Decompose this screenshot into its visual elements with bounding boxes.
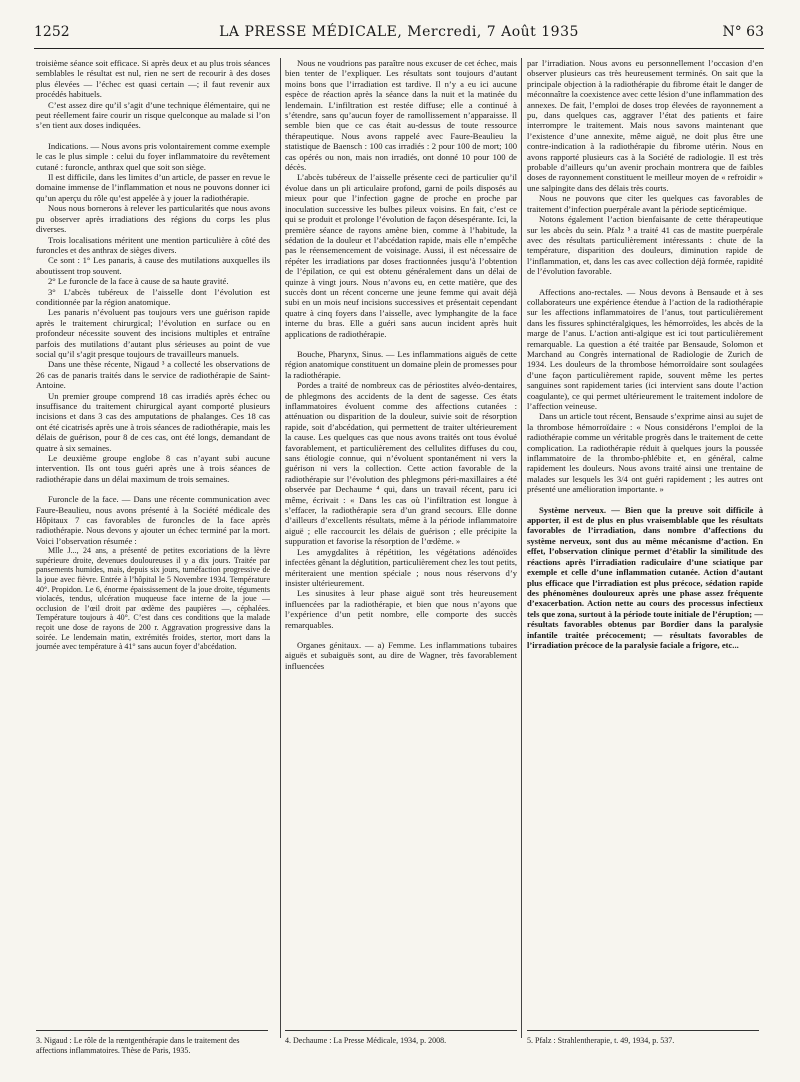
paragraph: L’abcès tubéreux de l’aisselle présente ceci de particulier qu’il évolue dans un pli articulaire profond, garni de poils disposés au mieux pour que l’infection gagne de proche en proche par inoculation successive les bulbes pileux voisins. En fait, c’est ce qui se produit et prolonge l’évolution de façon désespérante. Ici, la première séance de rayons amène bien, comme à l’habitude, la sédation de la douleur et l’abcédation rapide, mais elle n’empêche pas le réensemencement de voisinage. Aussi, il est nécessaire de répéter les irradiations par doses fractionnées jusqu’à l’obtention de l’épilation, ce qui est obtenu généralement dans un délai de quinze à vingt jours. Nous n’avons eu, en cette matière, que des succès dont un récent concerne une jeune femme qui avait déjà subi en un mois neuf incisions successives et présentait cependant quatre à cinq foyers dans l’aisselle, avec lymphangite de la face interne du bras. Elle a guéri sans aucun incident après huit applications de radiothérapie. bbox=[285, 172, 517, 339]
paragraph: C’est assez dire qu’il s’agit d’une technique élémentaire, qui ne peut réellement faire courir un risque quelconque au malade si l’on s’en tient aux doses indiquées. bbox=[36, 99, 270, 131]
case-observation: Mlle J..., 24 ans, a présenté de petites excoriations de la lèvre supérieure droite, devenues douloureuses il y a dix jours. Traitée par pansements humides, mais, depuis six jours, tuméfaction progressive de la joue avec fièvre. Entrée à l’hôpital le 5 Novembre 1934. Température 40°. Propidon. Le 6, énorme épaississement de la joue droite, téguments violacés, tendus, ulcération muqueuse face interne de la joue — occlusion de l’œil droit par œdème des paupières —, céphalées. Température toujours à 40°. C’est dans ces conditions que la malade reçoit une dose de rayons de 200 r. Aggravation progressive dans la soirée. Le lendemain matin, extrémités froides, stertor, mort dans la journée avec température à 41° sans aucun foyer d’abcédation. bbox=[36, 546, 270, 652]
paragraph: par l’irradiation. Nous avons eu personnellement l’occasion d’en observer plusieurs cas très heureusement terminés. On sait que la principale objection à la radiothérapie du fibrome était le danger de méconnaître la coexistence avec cette lésion d’une inflammation des annexes. De fait, l’emploi de doses trop élevées de rayonnement a pu, dans quelques cas, aggraver l’état des patients et faire interrompre le traitement. Mais nous savons maintenant que l’existence d’une annexite, même aiguë, ne doit plus être une contre-indication à la radiothérapie du fibrome utérin. Nous en avons rapporté plusieurs cas à la Société de radiologie. Il est très probable d’ailleurs qu’un avenir prochain montrera que de faibles doses de rayonnement constituent le meilleur moyen de « refroidir » une salpingite dans des délais très courts. bbox=[527, 58, 763, 193]
paragraph: Nous ne pouvons que citer les quelques cas favorables de traitement d’infection puerpérale avant la période septicémique. bbox=[527, 193, 763, 214]
footnote-rule bbox=[36, 1030, 268, 1031]
paragraph: Dans une thèse récente, Nigaud ³ a collecté les observations de 26 cas de panaris traités dans le service de radiothérapie de Saint-Antoine. bbox=[36, 359, 270, 391]
paragraph: Pordes a traité de nombreux cas de périostites alvéo-dentaires, de phlegmons des accidents de la dent de sagesse. Ces états inflammatoires évoluent comme des affections cutanées : atténuation ou disparition de la douleur, suivie soit de résorption rapide, soit d’abcédation, qui permettent de traiter ultérieurement la cause. Les quelques cas que nous avons traités ont tous évolué favorablement, et particulièrement des cellulites diffuses du cou, sans étiologie connue, qui n’évoluent spontanément ni vers la guérison ni vers la collection. Cette action favorable de la radiothérapie sur l’évolution des phlegmons péri-maxillaires a été observée par Dechaume ⁴ qui, dans un travail récent, paru ici même, écrivait : « Dans les cas où l’infiltration est longue à s’effacer, la radiothérapie sera d’un grand secours. Elle donne d’ailleurs d’excellents résultats, même à la période inflammatoire aiguë ; elle raccourcit les délais de guérison ; elle précipite la suppuration et favorise la résorption de l’œdème. » bbox=[285, 380, 517, 547]
running-header bbox=[34, 24, 764, 48]
paragraph: Nous ne voudrions pas paraître nous excuser de cet échec, mais bien tenter de l’expliquer. Les résultats sont toujours d’autant moins bons que l’irradiation est tardive. Il n’y a eu ici aucune espèce de réaction après la séance dans la nuit et la matinée du lendemain. L’infiltration est restée diffuse; elle a continué à s’étendre, sans qu’aucun foyer de ramollissement n’apparaisse. Il semble bien que ce cas était au-dessus de toute ressource thérapeutique. Nous avons rappelé avec Faure-Beaulieu la statistique de Baensch : 100 cas irradiés : 2 pour 100 de mort; 100 cas opérés ou non, mais non irradiés, ont donné 10 pour 100 de décès. bbox=[285, 58, 517, 173]
issue-number: N° 63 bbox=[722, 24, 764, 40]
paragraph: Les amygdalites à répétition, les végétations adénoïdes infectées gênant la déglutition, particulièrement chez les tout petits, mériteraient une mention spéciale ; nous nous réservons d’y insister ultérieurement. bbox=[285, 546, 517, 588]
paragraph: Les panaris n’évoluent pas toujours vers une guérison rapide après le traitement chirurgical; l’évolution en surface ou en profondeur nécessite souvent des incisions multiples et entraîne parfois des mutilations d’autant plus sérieuses au point de vue social qu’il s’agit presque toujours de travailleurs manuels. bbox=[36, 307, 270, 359]
footnote-rule bbox=[527, 1030, 759, 1031]
paragraph: Nous nous bornerons à relever les particularités que nous avons pu observer après irradiations des régions du corps les plus diverses. bbox=[36, 203, 270, 235]
footnote-rule bbox=[285, 1030, 517, 1031]
footnote-4: 4. Dechaume : La Presse Médicale, 1934, p. 2008. bbox=[285, 1036, 447, 1045]
paragraph: Dans un article tout récent, Bensaude s’exprime ainsi au sujet de la thrombose hémorroïdaire : « Nous considérons l’emploi de la radiothérapie comme un véritable progrès dans le traitement de cette complication. La radiothérapie réduit à quelques jours la poussée inflammatoire de la thrombo-phlébite et, en général, calme rapidement les douleurs. Nous avons traité ainsi une trentaine de malades sur lesquels les 3/4 ont guéri rapidement ; les autres ont présenté une amélioration importante. » bbox=[527, 411, 763, 495]
column-divider bbox=[280, 58, 281, 1038]
section-systeme-nerveux: Système nerveux. — Bien que la preuve soit difficile à apporter, il est de plus en plus vraisemblable que les résultats favorables de l’irradiation, dans nombre d’affections du système nerveux, sont dus au même mécanisme d’action. En effet, l’observation clinique permet d’établir la similitude des réactions après l’irradiation radiculaire d’une sciatique par exemple et celle d’une inflammation cutanée. Action d’autant plus efficace que l’irradiation est plus précoce, sédation rapide des phénomènes douloureux après une phase assez fréquente d’exacerbation. Action nette au cours des processus infectieux tels que zona, surtout à la période toute initiale de l’éruption; — résultats favorables obtenus par Bordier dans la paralysie infantile traitée précocement; — résultats favorables de l’irradiation précoce de la paralysie faciale a frigore, etc... bbox=[527, 504, 763, 650]
column-divider bbox=[521, 58, 522, 1038]
paragraph: Trois localisations méritent une mention particulière à côté des furoncles et des anthrax de sièges divers. bbox=[36, 234, 270, 255]
journal-title: LA PRESSE MÉDICALE, Mercredi, 7 Août 1935 bbox=[219, 24, 579, 40]
footnote-3: 3. Nigaud : Le rôle de la rœntgenthérapie dans le traitement des affections inflammatoires. Thèse de Paris, 1935. bbox=[36, 1036, 240, 1055]
footnote-5: 5. Pfalz : Strahlentherapie, t. 49, 1934, p. 537. bbox=[527, 1036, 675, 1045]
list-item: 2° Le furoncle de la face à cause de sa haute gravité. bbox=[48, 276, 229, 287]
section-affections-ano-rectales: Affections ano-rectales. — Nous devons à Bensaude et à ses collaborateurs une expérience étendue à l’action de la radiothérapie sur les affections inflammatoires de l’anus, tout particulièrement dans les fissures sphinctéralgiques, les hémorroïdes, les abcès de la marge de l’anus. L’action anti-algique est ici tout particulièrement remarquable. La question a été traitée par Bensaude, Solomon et Marchand au Congrès international de Radiologie de Zurich de 1934. Les douleurs de la thrombose hémorroïdaire sont soulagées d’une façon particulièrement rapide, souvent même les pertes sanguines sont rapidement taries (ici intervient sans doute l’action coagulante), ce qui permet ultérieurement le traitement indolore de l’affection veineuse. bbox=[527, 286, 763, 411]
page-number: 1252 bbox=[34, 24, 70, 40]
list-item: Ce sont : 1° Les panaris, à cause des mutilations auxquelles ils aboutissent trop souvent. bbox=[36, 255, 270, 276]
section-furoncle-face: Furoncle de la face. — Dans une récente communication avec Faure-Beaulieu, nous avons présenté à la Société médicale des Hôpitaux 7 cas favorables de furoncles de la face après radiothérapie. Nous devons y ajouter un échec terminé par la mort. Voici l’observation résumée : bbox=[36, 494, 270, 546]
paragraph: Le deuxième groupe englobe 8 cas n’ayant subi aucune intervention. Ils ont tous guéri après une à trois séances de radiothérapie dans un délai maximum de trois semaines. bbox=[36, 453, 270, 484]
column-2 bbox=[285, 58, 517, 671]
paragraph: Les sinusites à leur phase aiguë sont très heureusement influencées par la radiothérapie, et bien que nous n’ayons que l’expérience d’un petit nombre, elle comporte des succès remarquables. bbox=[285, 588, 517, 630]
column-1 bbox=[36, 58, 270, 652]
list-item: 3° L’abcès tubéreux de l’aisselle dont l’évolution est conditionnée par la région anatomique. bbox=[36, 286, 270, 307]
paragraph: Notons également l’action bienfaisante de cette thérapeutique sur les abcès du sein. Pfalz ⁵ a traité 41 cas de mastite puerpérale avec des résultats particulièrement intéressants : chute de la température, disparition des douleurs, diminution rapide de l’inflammation, et, dans les cas avec collection déjà formée, rapidité de l’évolution favorable. bbox=[527, 214, 763, 277]
paragraph: troisième séance soit efficace. Si après deux et au plus trois séances semblables le résultat est nul, rien ne sert de recourir à des doses plus élevées — l’échec est quasi certain —; il faut revenir aux procédés habituels. bbox=[36, 58, 270, 100]
paragraph: Il est difficile, dans les limites d’un article, de passer en revue le domaine immense de l’inflammation et nous ne pouvons donner ici qu’un aperçu du rôle qu’est appelée à y jouer la radiothérapie. bbox=[36, 172, 270, 203]
section-indications: Indications. — Nous avons pris volontairement comme exemple le cas le plus simple : celui du foyer inflammatoire du revêtement cutané : furoncle, anthrax quel que soit son siège. bbox=[36, 140, 270, 172]
section-organes-genitaux: Organes génitaux. — a) Femme. Les inflammations tubaires aiguës et subaiguës sont, au dire de Wagner, très favorablement influencées bbox=[285, 639, 517, 671]
header-rule bbox=[34, 48, 764, 49]
section-bouche-pharynx-sinus: Bouche, Pharynx, Sinus. — Les inflammations aiguës de cette région anatomique constituent un domaine plein de promesses pour la radiothérapie. bbox=[285, 348, 517, 380]
column-3 bbox=[527, 58, 763, 650]
paragraph: Un premier groupe comprend 18 cas irradiés après échec ou insuffisance du traitement chirurgical ayant comporté plusieurs incisions et dans 3 cas des amputations de phalanges. Ces 18 cas ont été cicatrisés après une à trois séances de radiothérapie, mais les délais de guérison, pour 8 de ces cas, ont été longs, demandant de quatre à six semaines. bbox=[36, 390, 270, 453]
